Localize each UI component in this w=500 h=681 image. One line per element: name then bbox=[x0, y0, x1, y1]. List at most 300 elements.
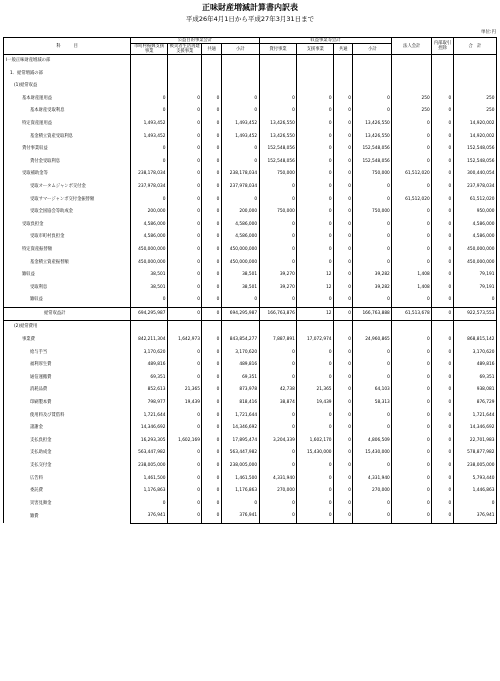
cell-value: 0 bbox=[202, 359, 221, 372]
cell-value: 0 bbox=[334, 384, 353, 397]
cell-value: 152,548,056 bbox=[259, 143, 297, 156]
cell-value bbox=[334, 321, 353, 334]
cell-value: 852,613 bbox=[131, 384, 168, 397]
cell-value: 166,763,888 bbox=[353, 307, 392, 321]
row-label: 受取利息 bbox=[4, 282, 131, 295]
cell-value: 270,000 bbox=[353, 485, 392, 498]
cell-value: 1,461,500 bbox=[131, 473, 168, 486]
cell-value bbox=[202, 55, 221, 68]
cell-value: 22,701,983 bbox=[453, 435, 496, 448]
cell-value: 0 bbox=[334, 219, 353, 232]
cell-value bbox=[432, 68, 454, 81]
cell-value bbox=[221, 80, 259, 93]
row-label: 受取全国協会等助成金 bbox=[4, 206, 131, 219]
cell-value: 0 bbox=[334, 156, 353, 169]
cell-value: 0 bbox=[167, 372, 202, 385]
cell-value: 0 bbox=[392, 397, 432, 410]
cell-value: 0 bbox=[353, 422, 392, 435]
cell-value: 7,887,891 bbox=[259, 334, 297, 347]
cell-value: 0 bbox=[334, 194, 353, 207]
cell-value: 0 bbox=[353, 498, 392, 511]
table-row bbox=[4, 181, 497, 194]
cell-value: 0 bbox=[202, 282, 221, 295]
cell-value: 0 bbox=[432, 282, 454, 295]
table-row bbox=[4, 219, 497, 232]
table-row bbox=[4, 231, 497, 244]
cell-value: 0 bbox=[167, 118, 202, 131]
cell-value: 0 bbox=[167, 244, 202, 257]
table-row bbox=[4, 384, 497, 397]
cell-value: 0 bbox=[353, 231, 392, 244]
row-label: 受取オータムジャンボ交付金 bbox=[4, 181, 131, 194]
cell-value: 0 bbox=[202, 347, 221, 360]
cell-value: 0 bbox=[392, 257, 432, 270]
cell-value: 3,170,620 bbox=[453, 347, 496, 360]
cell-value: 0 bbox=[334, 347, 353, 360]
cell-value: 61,512,020 bbox=[453, 194, 496, 207]
table-row bbox=[4, 118, 497, 131]
table-row bbox=[4, 422, 497, 435]
cell-value: 0 bbox=[334, 397, 353, 410]
cell-value: 0 bbox=[297, 168, 334, 181]
cell-value: 38,874 bbox=[259, 397, 297, 410]
cell-value: 563,447,982 bbox=[221, 447, 259, 460]
cell-value: 489,816 bbox=[453, 359, 496, 372]
cell-value: 0 bbox=[202, 510, 221, 523]
table-row bbox=[4, 372, 497, 385]
cell-value: 152,548,056 bbox=[353, 156, 392, 169]
cell-value: 0 bbox=[202, 473, 221, 486]
cell-value bbox=[353, 68, 392, 81]
cell-value: 0 bbox=[297, 460, 334, 473]
cell-value: 0 bbox=[202, 384, 221, 397]
cell-value: 61,512,020 bbox=[392, 194, 432, 207]
cell-value: 376,941 bbox=[221, 510, 259, 523]
cell-value: 79,191 bbox=[453, 282, 496, 295]
cell-value: 0 bbox=[353, 372, 392, 385]
cell-value bbox=[353, 55, 392, 68]
cell-value: 237,978,034 bbox=[131, 181, 168, 194]
cell-value bbox=[167, 68, 202, 81]
cell-value: 39,270 bbox=[259, 282, 297, 295]
cell-value: 12 bbox=[297, 282, 334, 295]
row-label: 消耗品費 bbox=[4, 384, 131, 397]
cell-value: 0 bbox=[167, 498, 202, 511]
cell-value: 0 bbox=[259, 219, 297, 232]
cell-value: 0 bbox=[432, 143, 454, 156]
cell-value: 0 bbox=[392, 244, 432, 257]
cell-value: 0 bbox=[432, 447, 454, 460]
cell-value bbox=[453, 321, 496, 334]
cell-value: 868,815,142 bbox=[453, 334, 496, 347]
cell-value: 798,977 bbox=[131, 397, 168, 410]
cell-value: 818,416 bbox=[221, 397, 259, 410]
table-row bbox=[4, 359, 497, 372]
cell-value: 0 bbox=[131, 93, 168, 106]
cell-value: 4,586,000 bbox=[453, 231, 496, 244]
cell-value: 200,000 bbox=[221, 206, 259, 219]
cell-value: 0 bbox=[392, 485, 432, 498]
table-row bbox=[4, 168, 497, 181]
row-label: 受取サマージャンボ交付金振替額 bbox=[4, 194, 131, 207]
cell-value: 0 bbox=[167, 359, 202, 372]
cell-value: 0 bbox=[297, 219, 334, 232]
cell-value: 0 bbox=[432, 156, 454, 169]
cell-value: 0 bbox=[259, 447, 297, 460]
cell-value: 0 bbox=[334, 410, 353, 423]
cell-value: 578,877,982 bbox=[453, 447, 496, 460]
cell-value bbox=[202, 321, 221, 334]
cell-value: 0 bbox=[297, 410, 334, 423]
cell-value: 5,793,440 bbox=[453, 473, 496, 486]
cell-value: 14,346,692 bbox=[453, 422, 496, 435]
cell-value: 0 bbox=[353, 244, 392, 257]
header-subtotal: 小計 bbox=[221, 44, 259, 55]
cell-value bbox=[353, 80, 392, 93]
cell-value: 0 bbox=[334, 447, 353, 460]
cell-value: 0 bbox=[432, 131, 454, 144]
cell-value: 19,439 bbox=[167, 397, 202, 410]
cell-value: 0 bbox=[392, 294, 432, 307]
cell-value: 42,738 bbox=[259, 384, 297, 397]
cell-value: 0 bbox=[432, 460, 454, 473]
cell-value: 0 bbox=[432, 307, 454, 321]
cell-value: 0 bbox=[167, 510, 202, 523]
cell-value: 450,000,000 bbox=[453, 244, 496, 257]
cell-value: 0 bbox=[259, 93, 297, 106]
row-label: 経常収益計 bbox=[4, 307, 131, 321]
cell-value: 38,501 bbox=[131, 269, 168, 282]
cell-value: 250 bbox=[392, 105, 432, 118]
cell-value: 14,920,002 bbox=[453, 131, 496, 144]
cell-value bbox=[259, 55, 297, 68]
cell-value: 0 bbox=[334, 510, 353, 523]
cell-value: 0 bbox=[131, 105, 168, 118]
cell-value: 250 bbox=[453, 93, 496, 106]
cell-value: 0 bbox=[297, 143, 334, 156]
table-row bbox=[4, 321, 497, 334]
cell-value: 0 bbox=[432, 118, 454, 131]
cell-value: 38,501 bbox=[221, 269, 259, 282]
cell-value: 0 bbox=[259, 410, 297, 423]
cell-value: 250 bbox=[392, 93, 432, 106]
cell-value bbox=[131, 80, 168, 93]
row-label: 委託費 bbox=[4, 485, 131, 498]
cell-value: 0 bbox=[259, 181, 297, 194]
cell-value: 0 bbox=[202, 105, 221, 118]
cell-value: 0 bbox=[334, 181, 353, 194]
cell-value: 0 bbox=[353, 105, 392, 118]
cell-value: 0 bbox=[334, 435, 353, 448]
table-row bbox=[4, 510, 497, 523]
cell-value: 0 bbox=[297, 473, 334, 486]
cell-value: 0 bbox=[432, 194, 454, 207]
cell-value: 1,642,973 bbox=[167, 334, 202, 347]
cell-value: 13,426,550 bbox=[353, 118, 392, 131]
table-row bbox=[4, 294, 497, 307]
cell-value: 0 bbox=[353, 181, 392, 194]
cell-value: 1,493,452 bbox=[221, 118, 259, 131]
cell-value: 1,176,863 bbox=[221, 485, 259, 498]
cell-value: 0 bbox=[353, 294, 392, 307]
cell-value: 0 bbox=[334, 359, 353, 372]
row-label: 雑収益 bbox=[4, 294, 131, 307]
cell-value bbox=[334, 80, 353, 93]
cell-value: 694,295,987 bbox=[221, 307, 259, 321]
row-label: 諸謝金 bbox=[4, 422, 131, 435]
row-label: Ⅰ一般正味財産増減の部 bbox=[4, 55, 131, 68]
cell-value: 450,000,000 bbox=[131, 244, 168, 257]
cell-value: 0 bbox=[167, 460, 202, 473]
cell-value: 16,293,305 bbox=[131, 435, 168, 448]
cell-value: 0 bbox=[202, 143, 221, 156]
cell-value: 0 bbox=[432, 269, 454, 282]
cell-value: 0 bbox=[221, 498, 259, 511]
cell-value: 0 bbox=[334, 372, 353, 385]
cell-value: 0 bbox=[334, 498, 353, 511]
cell-value: 24,960,865 bbox=[353, 334, 392, 347]
cell-value: 39,282 bbox=[353, 269, 392, 282]
row-label: 雑費 bbox=[4, 510, 131, 523]
header-profit-group: 収益事業等会計 bbox=[259, 38, 392, 44]
cell-value: 938,081 bbox=[453, 384, 496, 397]
cell-value: 0 bbox=[432, 347, 454, 360]
cell-value: 0 bbox=[392, 334, 432, 347]
cell-value bbox=[453, 55, 496, 68]
cell-value: 0 bbox=[202, 294, 221, 307]
cell-value: 0 bbox=[221, 194, 259, 207]
cell-value: 0 bbox=[167, 105, 202, 118]
header-item: 科 目 bbox=[4, 38, 131, 55]
cell-value: 4,586,000 bbox=[221, 231, 259, 244]
cell-value: 0 bbox=[131, 156, 168, 169]
cell-value: 0 bbox=[432, 359, 454, 372]
cell-value: 0 bbox=[259, 359, 297, 372]
cell-value: 1,721,644 bbox=[221, 410, 259, 423]
cell-value: 0 bbox=[353, 347, 392, 360]
cell-value bbox=[202, 68, 221, 81]
cell-value: 1,408 bbox=[392, 282, 432, 295]
row-label: 福利厚生費 bbox=[4, 359, 131, 372]
cell-value: 450,000,000 bbox=[453, 257, 496, 270]
cell-value: 0 bbox=[334, 143, 353, 156]
cell-value: 0 bbox=[432, 510, 454, 523]
cell-value: 152,548,056 bbox=[353, 143, 392, 156]
cell-value: 0 bbox=[334, 105, 353, 118]
cell-value: 0 bbox=[167, 181, 202, 194]
cell-value bbox=[392, 80, 432, 93]
cell-value: 0 bbox=[353, 460, 392, 473]
cell-value: 750,000 bbox=[353, 206, 392, 219]
cell-value: 0 bbox=[297, 93, 334, 106]
cell-value: 0 bbox=[334, 206, 353, 219]
cell-value: 0 bbox=[202, 231, 221, 244]
row-label: 雑収益 bbox=[4, 269, 131, 282]
cell-value: 152,548,056 bbox=[259, 156, 297, 169]
cell-value: 0 bbox=[392, 231, 432, 244]
cell-value: 39,270 bbox=[259, 269, 297, 282]
cell-value: 0 bbox=[353, 194, 392, 207]
cell-value: 843,854,277 bbox=[221, 334, 259, 347]
cell-value bbox=[221, 55, 259, 68]
cell-value bbox=[297, 321, 334, 334]
cell-value: 0 bbox=[131, 194, 168, 207]
table-row bbox=[4, 68, 497, 81]
cell-value: 0 bbox=[202, 422, 221, 435]
cell-value: 0 bbox=[353, 93, 392, 106]
cell-value: 4,586,000 bbox=[221, 219, 259, 232]
cell-value: 0 bbox=[167, 206, 202, 219]
row-label: 使用料及び賃借料 bbox=[4, 410, 131, 423]
cell-value: 0 bbox=[297, 105, 334, 118]
cell-value: 0 bbox=[334, 485, 353, 498]
table-row bbox=[4, 498, 497, 511]
cell-value bbox=[167, 55, 202, 68]
cell-value: 0 bbox=[202, 307, 221, 321]
cell-value: 3,170,620 bbox=[221, 347, 259, 360]
cell-value: 21,365 bbox=[297, 384, 334, 397]
row-label: 受取負担金 bbox=[4, 219, 131, 232]
cell-value: 0 bbox=[202, 269, 221, 282]
table-row bbox=[4, 282, 497, 295]
table-row bbox=[4, 447, 497, 460]
cell-value: 0 bbox=[392, 131, 432, 144]
cell-value: 0 bbox=[297, 194, 334, 207]
cell-value: 0 bbox=[297, 510, 334, 523]
cell-value: 0 bbox=[432, 473, 454, 486]
cell-value: 0 bbox=[392, 372, 432, 385]
cell-value: 0 bbox=[392, 498, 432, 511]
cell-value: 14,346,692 bbox=[221, 422, 259, 435]
cell-value bbox=[221, 68, 259, 81]
cell-value: 0 bbox=[202, 93, 221, 106]
header-support: 支援事業 bbox=[297, 44, 334, 55]
cell-value: 0 bbox=[202, 397, 221, 410]
cell-value: 0 bbox=[334, 118, 353, 131]
cell-value: 0 bbox=[202, 410, 221, 423]
cell-value: 0 bbox=[221, 294, 259, 307]
table-row bbox=[4, 485, 497, 498]
cell-value: 0 bbox=[297, 372, 334, 385]
header-corp: 法人会計 bbox=[392, 38, 432, 55]
cell-value: 873,978 bbox=[221, 384, 259, 397]
table-row bbox=[4, 244, 497, 257]
cell-value: 0 bbox=[259, 510, 297, 523]
cell-value: 1,176,863 bbox=[131, 485, 168, 498]
cell-value: 0 bbox=[202, 131, 221, 144]
cell-value bbox=[334, 55, 353, 68]
cell-value: 0 bbox=[297, 422, 334, 435]
cell-value: 0 bbox=[259, 194, 297, 207]
cell-value: 0 bbox=[259, 347, 297, 360]
cell-value: 0 bbox=[353, 410, 392, 423]
cell-value: 0 bbox=[167, 485, 202, 498]
cell-value: 0 bbox=[334, 334, 353, 347]
cell-value: 0 bbox=[167, 93, 202, 106]
cell-value: 0 bbox=[297, 359, 334, 372]
cell-value: 38,501 bbox=[221, 282, 259, 295]
cell-value: 0 bbox=[221, 93, 259, 106]
table-row bbox=[4, 93, 497, 106]
cell-value: 0 bbox=[297, 156, 334, 169]
cell-value: 0 bbox=[202, 118, 221, 131]
cell-value: 0 bbox=[259, 257, 297, 270]
cell-value: 750,000 bbox=[259, 206, 297, 219]
cell-value: 0 bbox=[167, 231, 202, 244]
cell-value: 0 bbox=[334, 131, 353, 144]
cell-value: 0 bbox=[297, 131, 334, 144]
cell-value: 13,426,550 bbox=[353, 131, 392, 144]
cell-value: 238,005,000 bbox=[221, 460, 259, 473]
table-row bbox=[4, 80, 497, 93]
cell-value: 0 bbox=[297, 294, 334, 307]
cell-value: 250 bbox=[453, 105, 496, 118]
cell-value: 0 bbox=[259, 244, 297, 257]
cell-value: 4,331,940 bbox=[259, 473, 297, 486]
cell-value: 1,446,863 bbox=[453, 485, 496, 498]
cell-value: 1,493,452 bbox=[131, 131, 168, 144]
cell-value: 0 bbox=[432, 231, 454, 244]
cell-value: 0 bbox=[432, 105, 454, 118]
cell-value: 238,005,000 bbox=[453, 460, 496, 473]
cell-value: 0 bbox=[221, 143, 259, 156]
cell-value: 4,806,509 bbox=[353, 435, 392, 448]
row-label: 貸付事業収益 bbox=[4, 143, 131, 156]
cell-value bbox=[453, 80, 496, 93]
table-row bbox=[4, 194, 497, 207]
cell-value: 1,721,644 bbox=[131, 410, 168, 423]
cell-value: 0 bbox=[432, 294, 454, 307]
report-period: 平成26年4月1日から平成27年3月31日まで bbox=[185, 15, 315, 23]
cell-value: 0 bbox=[392, 219, 432, 232]
cell-value bbox=[432, 55, 454, 68]
table-row bbox=[4, 257, 497, 270]
cell-value: 14,920,002 bbox=[453, 118, 496, 131]
table-row bbox=[4, 397, 497, 410]
cell-value: 0 bbox=[221, 105, 259, 118]
cell-value: 0 bbox=[392, 510, 432, 523]
cell-value: 64,103 bbox=[353, 384, 392, 397]
header-total: 合 計 bbox=[453, 38, 496, 55]
cell-value: 166,763,876 bbox=[259, 307, 297, 321]
cell-value: 1,493,452 bbox=[221, 131, 259, 144]
cell-value: 950,000 bbox=[453, 206, 496, 219]
header-subtotal2: 小計 bbox=[353, 44, 392, 55]
cell-value: 0 bbox=[432, 384, 454, 397]
row-label: 通信運搬費 bbox=[4, 372, 131, 385]
row-label: 支払交付金 bbox=[4, 460, 131, 473]
table-row bbox=[4, 105, 497, 118]
table-row bbox=[4, 473, 497, 486]
cell-value: 0 bbox=[432, 244, 454, 257]
cell-value: 0 bbox=[259, 498, 297, 511]
table-row bbox=[4, 347, 497, 360]
cell-value: 69,351 bbox=[221, 372, 259, 385]
row-label: 基金積立資産受取利息 bbox=[4, 131, 131, 144]
table-row bbox=[4, 334, 497, 347]
cell-value: 0 bbox=[392, 422, 432, 435]
cell-value: 0 bbox=[202, 219, 221, 232]
row-label: 印刷製本費 bbox=[4, 397, 131, 410]
table-row bbox=[4, 435, 497, 448]
cell-value: 0 bbox=[167, 168, 202, 181]
cell-value: 0 bbox=[297, 181, 334, 194]
row-label: 基本財産運用益 bbox=[4, 93, 131, 106]
cell-value: 750,000 bbox=[259, 168, 297, 181]
row-label: 広告料 bbox=[4, 473, 131, 486]
cell-value: 0 bbox=[202, 244, 221, 257]
cell-value: 0 bbox=[167, 269, 202, 282]
